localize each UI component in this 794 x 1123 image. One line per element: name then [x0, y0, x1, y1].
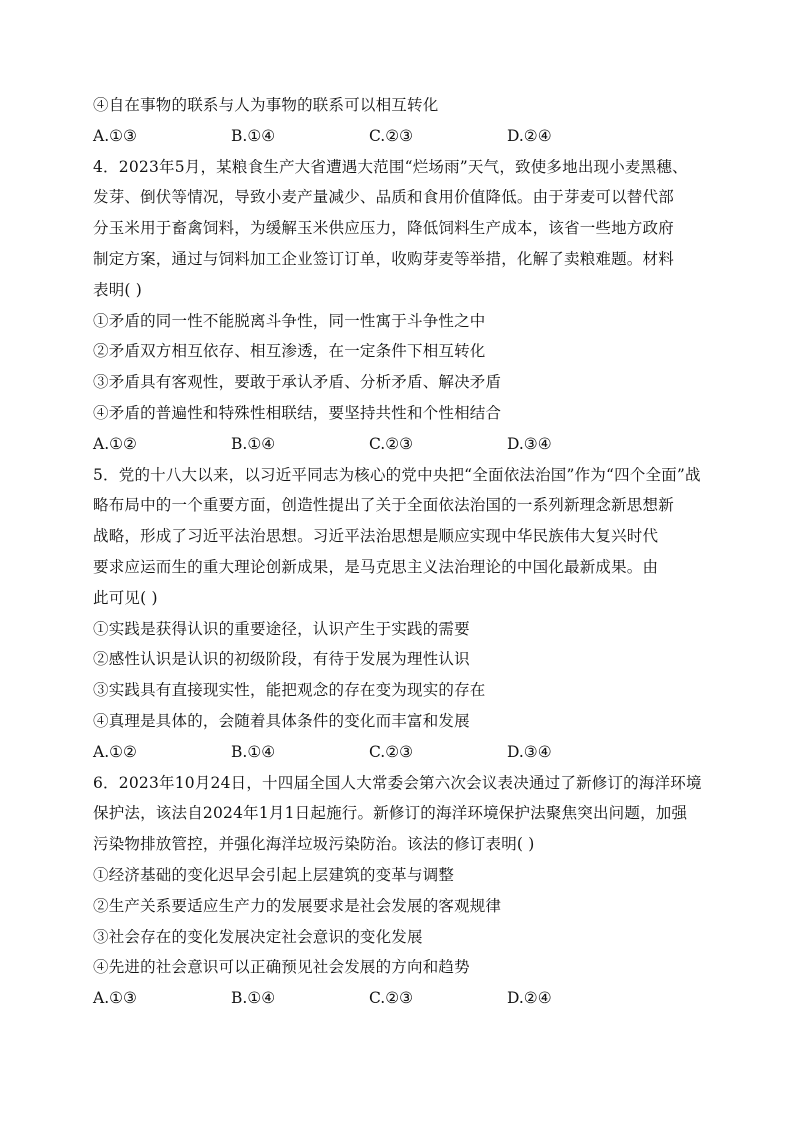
q3-option-a[interactable]: A.①③	[93, 126, 137, 145]
q5-option-b[interactable]: B.①④	[231, 742, 276, 761]
question-5	[93, 460, 705, 768]
q5-option-a[interactable]: A.①②	[93, 742, 137, 761]
q6-option-a[interactable]: A.①③	[93, 989, 137, 1008]
q5-statement-2: ②感性认识是认识的初级阶段，有待于发展为理性认识	[93, 650, 470, 669]
q4-option-a[interactable]: A.①②	[93, 434, 137, 453]
q5-statement-3: ③实践具有直接现实性，能把观念的存在变为现实的存在	[93, 681, 486, 700]
q4-stem-line: 表明( )	[93, 280, 143, 299]
q6-statement-4: ④先进的社会意识可以正确预见社会发展的方向和趋势	[93, 958, 470, 977]
q6-statement-2: ②生产关系要适应生产力的发展要求是社会发展的客观规律	[93, 896, 502, 915]
q6-option-b[interactable]: B.①④	[231, 989, 276, 1008]
q4-stem-line: 发芽、倒伏等情况，导致小麦产量减少、品质和食用价值降低。由于芽麦可以替代部	[93, 188, 674, 207]
q4-stem-line: 4．2023年5月，某粮食生产大省遭遇大范围“烂场雨”天气，致使多地出现小麦黑穗、	[93, 157, 688, 176]
q4-stem-line: 分玉米用于畜禽饲料，为缓解玉米供应压力，降低饲料生产成本，该省一些地方政府	[93, 219, 674, 238]
q5-stem-line: 略布局中的一个重要方面，创造性提出了关于全面依法治国的一系列新理念新思想新	[93, 496, 674, 515]
q4-options	[93, 429, 705, 460]
exam-page	[93, 90, 705, 1014]
q5-statement-4: ④真理是具体的，会随着具体条件的变化而丰富和发展	[93, 711, 470, 730]
q4-option-d[interactable]: D.③④	[507, 434, 552, 453]
q6-statement-1: ①经济基础的变化迟早会引起上层建筑的变革与调整	[93, 865, 455, 884]
q6-option-d[interactable]: D.②④	[507, 989, 552, 1008]
q6-stem-line: 污染物排放管控，并强化海洋垃圾污染防治。该法的修订表明( )	[93, 835, 535, 854]
q6-stem-line: 6．2023年10月24日，十四届全国人大常委会第六次会议表决通过了新修订的海洋环境	[93, 773, 702, 792]
q5-stem-line: 此可见( )	[93, 588, 158, 607]
q4-stem-line: 制定方案，通过与饲料加工企业签订订单，收购芽麦等举措，化解了卖粮难题。材料	[93, 249, 674, 268]
q4-statement-2: ②矛盾双方相互依存、相互渗透，在一定条件下相互转化	[93, 342, 486, 361]
q4-statement-1: ①矛盾的同一性不能脱离斗争性，同一性寓于斗争性之中	[93, 311, 486, 330]
q3-options	[93, 121, 705, 152]
question-6	[93, 768, 705, 1014]
q5-option-d[interactable]: D.③④	[507, 742, 552, 761]
q3-option-c[interactable]: C.②③	[369, 126, 414, 145]
q3-option-b[interactable]: B.①④	[231, 126, 276, 145]
q5-statement-1: ①实践是获得认识的重要途径，认识产生于实践的需要	[93, 619, 470, 638]
q6-stem-line: 保护法，该法自2024年1月1日起施行。新修订的海洋环境保护法聚焦突出问题，加强	[93, 804, 688, 823]
q5-option-c[interactable]: C.②③	[369, 742, 414, 761]
question-4	[93, 152, 705, 460]
q3-option-d[interactable]: D.②④	[507, 126, 552, 145]
q4-statement-4: ④矛盾的普遍性和特殊性相联结，要坚持共性和个性相结合	[93, 403, 502, 422]
q5-options	[93, 737, 705, 768]
q6-statement-3: ③社会存在的变化发展决定社会意识的变化发展	[93, 927, 423, 946]
q5-stem-line: 5．党的十八大以来，以习近平同志为核心的党中央把“全面依法治国”作为“四个全面”战	[93, 465, 701, 484]
q4-option-b[interactable]: B.①④	[231, 434, 276, 453]
q5-stem-line: 要求应运而生的重大理论创新成果，是马克思主义法治理论的中国化最新成果。由	[93, 557, 659, 576]
q5-stem-line: 战略，形成了习近平法治思想。习近平法治思想是顺应实现中华民族伟大复兴时代	[93, 527, 659, 546]
q6-options	[93, 983, 705, 1014]
q4-statement-3: ③矛盾具有客观性，要敢于承认矛盾、分析矛盾、解决矛盾	[93, 373, 502, 392]
q6-option-c[interactable]: C.②③	[369, 989, 414, 1008]
q4-option-c[interactable]: C.②③	[369, 434, 414, 453]
q3-statement-4: ④自在事物的联系与人为事物的联系可以相互转化	[93, 96, 439, 114]
